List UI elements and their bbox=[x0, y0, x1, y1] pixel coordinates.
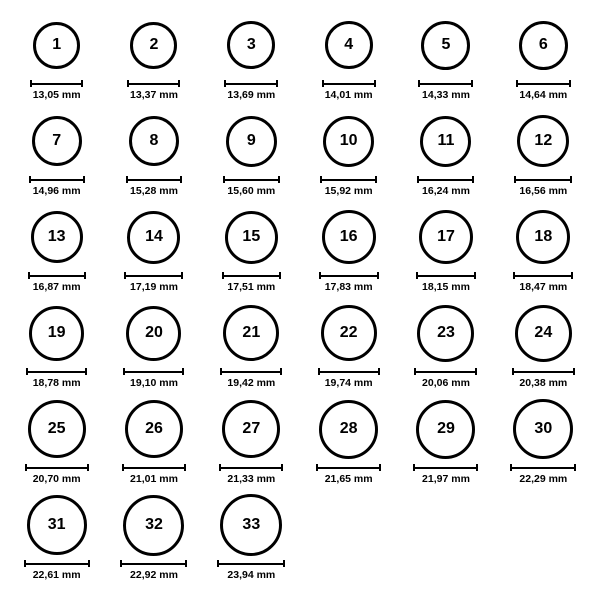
ring-size-number: 4 bbox=[344, 36, 354, 53]
diameter-measure-bar-icon bbox=[418, 80, 473, 87]
ring-circle-icon bbox=[513, 399, 573, 459]
diameter-measure-bar-icon bbox=[223, 176, 280, 183]
diameter-measure-bar-icon bbox=[222, 272, 281, 279]
diameter-measure-bar-icon bbox=[413, 464, 478, 471]
ring-size-cell bbox=[203, 14, 300, 110]
ring-size-number: 33 bbox=[242, 516, 261, 533]
ring-circle-icon bbox=[420, 116, 471, 167]
ring-diameter-label: 14,64 mm bbox=[519, 89, 568, 101]
ring-diameter-label: 13,37 mm bbox=[130, 89, 178, 101]
ring-size-number: 14 bbox=[145, 228, 163, 245]
ring-diameter-label: 16,87 mm bbox=[32, 281, 81, 293]
ring-circle-wrapper bbox=[513, 398, 573, 460]
ring-size-number: 26 bbox=[145, 420, 163, 437]
ring-circle-icon bbox=[517, 115, 569, 167]
ring-circle-wrapper bbox=[125, 398, 183, 460]
ring-size-number: 6 bbox=[538, 36, 548, 53]
ring-circle-icon bbox=[421, 21, 470, 70]
ring-diameter-label: 22,29 mm bbox=[519, 473, 568, 485]
ring-circle-wrapper bbox=[322, 206, 376, 268]
ring-size-cell bbox=[105, 494, 202, 590]
ring-size-cell bbox=[8, 110, 105, 206]
ring-circle-wrapper bbox=[27, 494, 87, 556]
ring-size-number: 22 bbox=[339, 324, 358, 341]
ring-size-number: 16 bbox=[339, 228, 358, 245]
ring-size-cell bbox=[300, 110, 397, 206]
ring-size-number: 28 bbox=[339, 420, 358, 437]
ring-size-cell bbox=[397, 398, 494, 494]
ring-circle-wrapper bbox=[222, 398, 280, 460]
diameter-measure-bar-icon bbox=[512, 368, 575, 375]
ring-circle-icon bbox=[220, 494, 282, 556]
diameter-measure-bar-icon bbox=[120, 560, 187, 567]
ring-size-cell bbox=[300, 14, 397, 110]
ring-diameter-label: 14,01 mm bbox=[324, 89, 373, 101]
ring-circle-wrapper bbox=[126, 302, 181, 364]
ring-circle-wrapper bbox=[325, 14, 373, 76]
ring-size-number: 11 bbox=[437, 132, 455, 149]
ring-circle-icon bbox=[417, 305, 474, 362]
ring-circle-icon bbox=[223, 305, 279, 361]
ring-circle-icon bbox=[416, 400, 475, 459]
ring-circle-icon bbox=[519, 21, 568, 70]
ring-diameter-label: 14,33 mm bbox=[422, 89, 470, 101]
ring-circle-wrapper bbox=[515, 302, 572, 364]
ring-circle-wrapper bbox=[519, 14, 568, 76]
ring-size-number: 32 bbox=[145, 516, 163, 533]
ring-circle-wrapper bbox=[127, 206, 180, 268]
ring-circle-icon bbox=[227, 21, 275, 69]
ring-size-grid bbox=[8, 14, 592, 590]
ring-circle-icon bbox=[33, 22, 80, 69]
ring-size-cell bbox=[105, 302, 202, 398]
diameter-measure-bar-icon bbox=[220, 368, 282, 375]
diameter-measure-bar-icon bbox=[28, 272, 86, 279]
diameter-measure-bar-icon bbox=[513, 272, 573, 279]
ring-size-number: 3 bbox=[246, 36, 256, 53]
ring-circle-icon bbox=[31, 211, 83, 263]
ring-circle-icon bbox=[226, 116, 277, 167]
ring-size-cell bbox=[8, 302, 105, 398]
ring-circle-wrapper bbox=[416, 398, 475, 460]
ring-size-cell bbox=[397, 14, 494, 110]
ring-size-cell bbox=[397, 206, 494, 302]
ring-circle-icon bbox=[28, 400, 86, 458]
ring-diameter-label: 17,83 mm bbox=[324, 281, 373, 293]
ring-circle-icon bbox=[323, 116, 374, 167]
ring-size-cell bbox=[8, 206, 105, 302]
ring-circle-wrapper bbox=[417, 302, 474, 364]
ring-size-cell bbox=[203, 110, 300, 206]
ring-size-number: 19 bbox=[47, 324, 66, 341]
ring-size-cell bbox=[203, 494, 300, 590]
ring-diameter-label: 17,51 mm bbox=[227, 281, 276, 293]
ring-size-cell bbox=[8, 398, 105, 494]
ring-circle-wrapper bbox=[220, 494, 282, 556]
ring-diameter-label: 14,96 mm bbox=[32, 185, 81, 197]
ring-size-cell bbox=[495, 110, 592, 206]
ring-circle-icon bbox=[130, 22, 177, 69]
ring-diameter-label: 20,06 mm bbox=[422, 377, 470, 389]
ring-size-cell bbox=[105, 398, 202, 494]
ring-circle-wrapper bbox=[321, 302, 377, 364]
diameter-measure-bar-icon bbox=[316, 464, 381, 471]
ring-circle-icon bbox=[123, 495, 184, 556]
ring-size-number: 1 bbox=[52, 36, 62, 53]
diameter-measure-bar-icon bbox=[217, 560, 285, 567]
ring-diameter-label: 21,65 mm bbox=[324, 473, 373, 485]
ring-size-number: 29 bbox=[437, 420, 455, 437]
ring-diameter-label: 19,10 mm bbox=[130, 377, 178, 389]
diameter-measure-bar-icon bbox=[416, 272, 476, 279]
ring-size-number: 9 bbox=[246, 132, 256, 149]
ring-size-number: 27 bbox=[242, 420, 261, 437]
ring-circle-icon bbox=[29, 306, 84, 361]
diameter-measure-bar-icon bbox=[123, 368, 184, 375]
diameter-measure-bar-icon bbox=[127, 80, 180, 87]
ring-circle-wrapper bbox=[130, 14, 177, 76]
ring-diameter-label: 15,92 mm bbox=[324, 185, 373, 197]
ring-circle-wrapper bbox=[123, 494, 184, 556]
ring-circle-wrapper bbox=[517, 110, 569, 172]
ring-circle-wrapper bbox=[420, 110, 471, 172]
ring-circle-wrapper bbox=[129, 110, 179, 172]
ring-size-cell bbox=[300, 206, 397, 302]
ring-diameter-label: 15,60 mm bbox=[227, 185, 276, 197]
ring-circle-wrapper bbox=[226, 110, 277, 172]
ring-circle-wrapper bbox=[32, 110, 82, 172]
ring-size-cell bbox=[8, 14, 105, 110]
ring-diameter-label: 21,01 mm bbox=[130, 473, 178, 485]
ring-circle-icon bbox=[126, 306, 181, 361]
ring-circle-wrapper bbox=[225, 206, 278, 268]
diameter-measure-bar-icon bbox=[516, 80, 571, 87]
ring-diameter-label: 21,33 mm bbox=[227, 473, 276, 485]
ring-size-cell bbox=[203, 206, 300, 302]
ring-circle-icon bbox=[225, 211, 278, 264]
ring-diameter-label: 21,97 mm bbox=[422, 473, 470, 485]
ring-diameter-label: 16,56 mm bbox=[519, 185, 568, 197]
diameter-measure-bar-icon bbox=[24, 560, 90, 567]
ring-size-number: 2 bbox=[149, 36, 159, 53]
diameter-measure-bar-icon bbox=[122, 464, 186, 471]
diameter-measure-bar-icon bbox=[320, 176, 377, 183]
ring-circle-wrapper bbox=[419, 206, 473, 268]
ring-circle-icon bbox=[125, 400, 183, 458]
ring-circle-wrapper bbox=[516, 206, 570, 268]
ring-diameter-label: 13,05 mm bbox=[32, 89, 81, 101]
ring-circle-icon bbox=[27, 495, 87, 555]
ring-size-number: 23 bbox=[437, 324, 455, 341]
ring-size-number: 10 bbox=[339, 132, 358, 149]
diameter-measure-bar-icon bbox=[514, 176, 572, 183]
ring-diameter-label: 18,47 mm bbox=[519, 281, 568, 293]
diameter-measure-bar-icon bbox=[224, 80, 278, 87]
diameter-measure-bar-icon bbox=[414, 368, 477, 375]
ring-diameter-label: 13,69 mm bbox=[227, 89, 276, 101]
diameter-measure-bar-icon bbox=[29, 176, 85, 183]
ring-circle-icon bbox=[32, 116, 82, 166]
diameter-measure-bar-icon bbox=[25, 464, 89, 471]
ring-diameter-label: 22,92 mm bbox=[130, 569, 178, 581]
ring-size-number: 21 bbox=[242, 324, 261, 341]
ring-size-number: 7 bbox=[52, 132, 62, 149]
ring-size-cell bbox=[495, 206, 592, 302]
ring-size-number: 25 bbox=[47, 420, 66, 437]
ring-size-number: 20 bbox=[145, 324, 163, 341]
ring-size-cell bbox=[495, 14, 592, 110]
ring-size-number: 31 bbox=[47, 516, 66, 533]
ring-size-cell bbox=[203, 302, 300, 398]
diameter-measure-bar-icon bbox=[322, 80, 376, 87]
ring-size-cell bbox=[8, 494, 105, 590]
ring-circle-icon bbox=[419, 210, 473, 264]
diameter-measure-bar-icon bbox=[510, 464, 576, 471]
ring-circle-icon bbox=[127, 211, 180, 264]
ring-diameter-label: 20,38 mm bbox=[519, 377, 568, 389]
diameter-measure-bar-icon bbox=[26, 368, 87, 375]
ring-diameter-label: 15,28 mm bbox=[130, 185, 178, 197]
ring-diameter-label: 23,94 mm bbox=[227, 569, 276, 581]
ring-diameter-label: 18,15 mm bbox=[422, 281, 470, 293]
ring-size-number: 17 bbox=[437, 228, 455, 245]
ring-size-number: 30 bbox=[534, 420, 553, 437]
ring-size-number: 8 bbox=[149, 132, 159, 149]
ring-circle-wrapper bbox=[227, 14, 275, 76]
ring-diameter-label: 19,74 mm bbox=[324, 377, 373, 389]
diameter-measure-bar-icon bbox=[30, 80, 83, 87]
ring-size-cell bbox=[300, 302, 397, 398]
ring-diameter-label: 17,19 mm bbox=[130, 281, 178, 293]
ring-size-cell bbox=[105, 14, 202, 110]
diameter-measure-bar-icon bbox=[319, 272, 379, 279]
ring-circle-wrapper bbox=[28, 398, 86, 460]
ring-size-cell bbox=[300, 398, 397, 494]
ring-size-cell bbox=[105, 110, 202, 206]
ring-circle-icon bbox=[516, 210, 570, 264]
ring-size-number: 13 bbox=[47, 228, 66, 245]
diameter-measure-bar-icon bbox=[417, 176, 474, 183]
ring-circle-icon bbox=[222, 400, 280, 458]
ring-circle-wrapper bbox=[29, 302, 84, 364]
ring-diameter-label: 20,70 mm bbox=[32, 473, 81, 485]
ring-circle-icon bbox=[325, 21, 373, 69]
ring-size-number: 18 bbox=[534, 228, 553, 245]
ring-size-number: 15 bbox=[242, 228, 261, 245]
diameter-measure-bar-icon bbox=[219, 464, 283, 471]
ring-size-number: 5 bbox=[441, 36, 451, 53]
ring-circle-icon bbox=[129, 116, 179, 166]
ring-diameter-label: 18,78 mm bbox=[32, 377, 81, 389]
ring-circle-wrapper bbox=[421, 14, 470, 76]
ring-size-cell bbox=[495, 398, 592, 494]
ring-circle-wrapper bbox=[319, 398, 378, 460]
ring-circle-wrapper bbox=[223, 302, 279, 364]
ring-diameter-label: 16,24 mm bbox=[422, 185, 470, 197]
ring-diameter-label: 22,61 mm bbox=[32, 569, 81, 581]
ring-circle-wrapper bbox=[323, 110, 374, 172]
ring-size-number: 24 bbox=[534, 324, 553, 341]
ring-size-cell bbox=[397, 110, 494, 206]
ring-size-number: 12 bbox=[534, 132, 553, 149]
diameter-measure-bar-icon bbox=[126, 176, 182, 183]
ring-diameter-label: 19,42 mm bbox=[227, 377, 276, 389]
ring-circle-icon bbox=[322, 210, 376, 264]
ring-size-cell bbox=[495, 302, 592, 398]
ring-circle-wrapper bbox=[31, 206, 83, 268]
diameter-measure-bar-icon bbox=[318, 368, 380, 375]
ring-size-cell bbox=[105, 206, 202, 302]
ring-circle-icon bbox=[321, 305, 377, 361]
ring-circle-icon bbox=[515, 305, 572, 362]
ring-circle-wrapper bbox=[33, 14, 80, 76]
ring-size-cell bbox=[203, 398, 300, 494]
ring-size-cell bbox=[397, 302, 494, 398]
ring-circle-icon bbox=[319, 400, 378, 459]
diameter-measure-bar-icon bbox=[124, 272, 183, 279]
